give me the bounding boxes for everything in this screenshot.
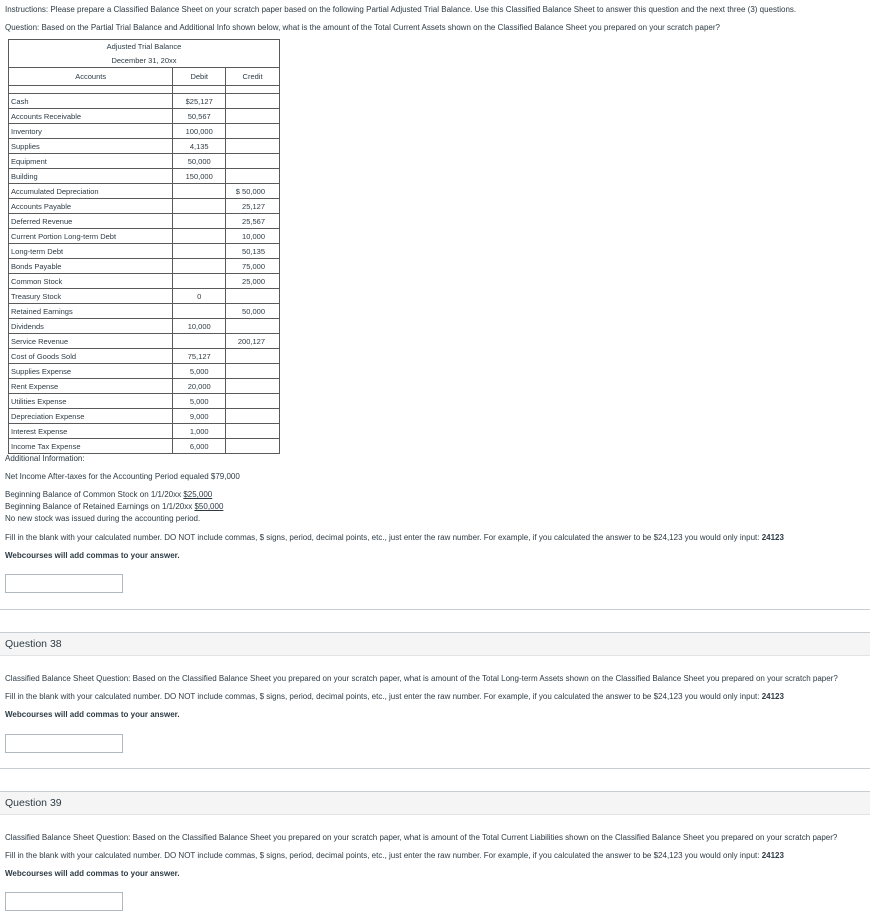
table-row xyxy=(9,394,280,409)
table-row xyxy=(9,124,280,139)
account-cell: Income Tax Expense xyxy=(9,439,173,454)
webcourses-note-39: Webcourses will add commas to your answer. xyxy=(5,869,180,878)
credit-cell xyxy=(226,319,280,334)
credit-cell xyxy=(226,424,280,439)
table-row xyxy=(9,94,280,109)
fill-instruction-38 xyxy=(5,692,784,701)
header-debit: Debit xyxy=(173,68,226,86)
retained-earnings-value: $50,000 xyxy=(194,502,224,511)
account-cell: Supplies Expense xyxy=(9,364,173,379)
debit-cell: 6,000 xyxy=(173,439,226,454)
divider xyxy=(0,609,870,610)
debit-cell xyxy=(173,304,226,319)
table-row xyxy=(9,334,280,349)
debit-cell: 9,000 xyxy=(173,409,226,424)
additional-info-heading: Additional Information: xyxy=(5,454,85,463)
debit-cell: 0 xyxy=(173,289,226,304)
debit-cell: 4,135 xyxy=(173,139,226,154)
table-row xyxy=(9,214,280,229)
credit-cell: 200,127 xyxy=(226,334,280,349)
debit-cell: 100,000 xyxy=(173,124,226,139)
debit-cell xyxy=(173,199,226,214)
webcourses-note-38: Webcourses will add commas to your answer. xyxy=(5,710,180,719)
account-cell: Inventory xyxy=(9,124,173,139)
table-row xyxy=(9,229,280,244)
question-38-header xyxy=(0,632,870,656)
table-row xyxy=(9,319,280,334)
debit-cell: 20,000 xyxy=(173,379,226,394)
account-cell: Depreciation Expense xyxy=(9,409,173,424)
fill-example-value: 24123 xyxy=(761,692,784,701)
debit-cell xyxy=(173,334,226,349)
account-cell: Current Portion Long-term Debt xyxy=(9,229,173,244)
credit-cell: 10,000 xyxy=(226,229,280,244)
account-cell: Treasury Stock xyxy=(9,289,173,304)
table-row xyxy=(9,349,280,364)
common-stock-label: Beginning Balance of Common Stock on 1/1/20xx xyxy=(5,490,184,499)
table-row xyxy=(9,139,280,154)
trial-balance-title: Adjusted Trial Balance xyxy=(9,40,280,54)
question-37-text: Question: Based on the Partial Trial Balance and Additional Info shown below, what is the amount of the Total Current Assets shown on the Classified Balance Sheet you prepared on your scratch paper? xyxy=(5,23,720,32)
answer-input-38[interactable] xyxy=(5,734,123,753)
debit-cell xyxy=(173,229,226,244)
table-row xyxy=(9,304,280,319)
credit-cell xyxy=(226,394,280,409)
account-cell: Retained Earnings xyxy=(9,304,173,319)
debit-cell xyxy=(173,244,226,259)
credit-cell xyxy=(226,364,280,379)
credit-cell: 25,000 xyxy=(226,274,280,289)
answer-input-37[interactable] xyxy=(5,574,123,593)
fill-example-value: 24123 xyxy=(761,851,784,860)
account-cell: Common Stock xyxy=(9,274,173,289)
table-row xyxy=(9,259,280,274)
retained-earnings-text xyxy=(5,502,223,511)
debit-cell: 1,000 xyxy=(173,424,226,439)
fill-instruction-39 xyxy=(5,851,784,860)
table-row xyxy=(9,184,280,199)
question-39-text: Classified Balance Sheet Question: Based on the Classified Balance Sheet you prepared on your scratch paper, what is amount of the Total Current Liabilities shown on the Classified Balance Sheet you prepared on your scratch paper? xyxy=(5,833,838,842)
account-cell: Building xyxy=(9,169,173,184)
debit-cell: $25,127 xyxy=(173,94,226,109)
fill-instruction-text: Fill in the blank with your calculated number. DO NOT include commas, $ signs, period, decimal points, etc., just enter the raw number. For example, if you calculated the answer to be $24,123 you would only input: xyxy=(5,533,762,542)
fill-example-value: 24123 xyxy=(761,533,784,542)
question-38-text: Classified Balance Sheet Question: Based on the Classified Balance Sheet you prepared on your scratch paper, what is amount of the Total Long-term Assets shown on the Classified Balance Sheet you prepared on your scratch paper? xyxy=(5,674,838,683)
account-cell: Rent Expense xyxy=(9,379,173,394)
fill-instruction-37 xyxy=(5,533,784,542)
credit-cell: 25,567 xyxy=(226,214,280,229)
debit-cell: 10,000 xyxy=(173,319,226,334)
account-cell: Supplies xyxy=(9,139,173,154)
credit-cell xyxy=(226,169,280,184)
credit-cell: 50,000 xyxy=(226,304,280,319)
fill-instruction-text: Fill in the blank with your calculated number. DO NOT include commas, $ signs, period, decimal points, etc., just enter the raw number. For example, if you calculated the answer to be $24,123 you would only input: xyxy=(5,692,762,701)
table-row xyxy=(9,379,280,394)
debit-cell: 5,000 xyxy=(173,394,226,409)
table-spacer-row xyxy=(9,86,280,94)
table-row xyxy=(9,109,280,124)
credit-cell: $ 50,000 xyxy=(226,184,280,199)
credit-cell xyxy=(226,139,280,154)
credit-cell: 25,127 xyxy=(226,199,280,214)
credit-cell xyxy=(226,109,280,124)
credit-cell xyxy=(226,289,280,304)
credit-cell xyxy=(226,439,280,454)
account-cell: Utilities Expense xyxy=(9,394,173,409)
debit-cell: 50,567 xyxy=(173,109,226,124)
trial-balance-table xyxy=(8,39,280,454)
table-row xyxy=(9,424,280,439)
account-cell: Accounts Payable xyxy=(9,199,173,214)
no-new-stock-text: No new stock was issued during the accounting period. xyxy=(5,514,201,523)
instructions-text: Instructions: Please prepare a Classified Balance Sheet on your scratch paper based on the following Partial Adjusted Trial Balance. Use this Classified Balance Sheet to answer this question and the next three (3) questions. xyxy=(5,5,797,14)
account-cell: Accounts Receivable xyxy=(9,109,173,124)
debit-cell xyxy=(173,214,226,229)
debit-cell xyxy=(173,184,226,199)
account-cell: Bonds Payable xyxy=(9,259,173,274)
question-39-title: Question 39 xyxy=(5,797,62,809)
question-39-header xyxy=(0,791,870,815)
table-row xyxy=(9,289,280,304)
table-row xyxy=(9,169,280,184)
debit-cell: 75,127 xyxy=(173,349,226,364)
credit-cell: 75,000 xyxy=(226,259,280,274)
debit-cell: 5,000 xyxy=(173,364,226,379)
divider xyxy=(0,768,870,769)
table-row xyxy=(9,274,280,289)
net-income-text: Net Income After-taxes for the Accounting Period equaled $79,000 xyxy=(5,472,240,481)
debit-cell xyxy=(173,259,226,274)
credit-cell xyxy=(226,379,280,394)
account-cell: Service Revenue xyxy=(9,334,173,349)
table-row xyxy=(9,199,280,214)
credit-cell xyxy=(226,154,280,169)
account-cell: Interest Expense xyxy=(9,424,173,439)
table-row xyxy=(9,439,280,454)
common-stock-value: $25,000 xyxy=(183,490,213,499)
fill-instruction-text: Fill in the blank with your calculated number. DO NOT include commas, $ signs, period, decimal points, etc., just enter the raw number. For example, if you calculated the answer to be $24,123 you would only input: xyxy=(5,851,762,860)
answer-input-39[interactable] xyxy=(5,892,123,911)
trial-balance-date: December 31, 20xx xyxy=(9,54,280,68)
credit-cell xyxy=(226,349,280,364)
credit-cell xyxy=(226,94,280,109)
credit-cell xyxy=(226,409,280,424)
account-cell: Accumulated Depreciation xyxy=(9,184,173,199)
header-accounts: Accounts xyxy=(9,68,173,86)
account-cell: Deferred Revenue xyxy=(9,214,173,229)
debit-cell: 50,000 xyxy=(173,154,226,169)
account-cell: Cost of Goods Sold xyxy=(9,349,173,364)
table-row xyxy=(9,244,280,259)
account-cell: Equipment xyxy=(9,154,173,169)
credit-cell: 50,135 xyxy=(226,244,280,259)
common-stock-text xyxy=(5,490,212,499)
credit-cell xyxy=(226,124,280,139)
table-row xyxy=(9,154,280,169)
question-38-title: Question 38 xyxy=(5,638,62,650)
debit-cell: 150,000 xyxy=(173,169,226,184)
table-row xyxy=(9,409,280,424)
retained-earnings-label: Beginning Balance of Retained Earnings on 1/1/20xx xyxy=(5,502,195,511)
header-credit: Credit xyxy=(226,68,280,86)
table-row xyxy=(9,364,280,379)
account-cell: Cash xyxy=(9,94,173,109)
account-cell: Long-term Debt xyxy=(9,244,173,259)
account-cell: Dividends xyxy=(9,319,173,334)
debit-cell xyxy=(173,274,226,289)
webcourses-note-37: Webcourses will add commas to your answer. xyxy=(5,551,180,560)
